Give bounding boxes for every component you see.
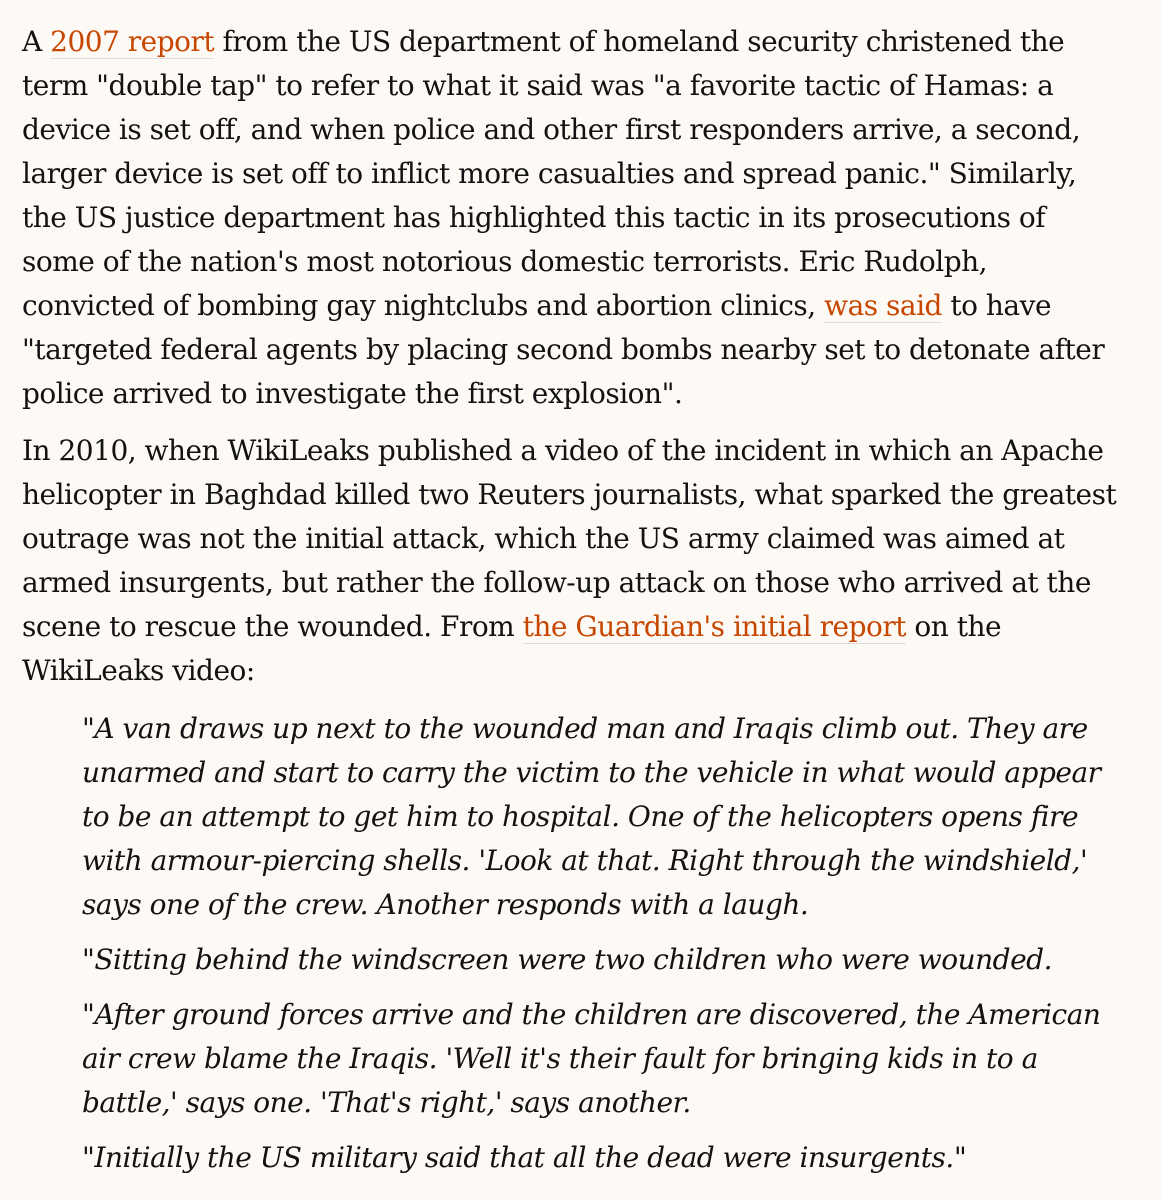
paragraph-text: on the WikiLeaks video: bbox=[22, 610, 1002, 687]
paragraph-text: A bbox=[22, 25, 51, 58]
paragraph-double-tap bbox=[22, 20, 1122, 416]
quote-paragraph-insurgents: "Initially the US military said that all the dead were insurgents." bbox=[82, 1141, 967, 1174]
link-was-said[interactable]: was said bbox=[824, 289, 942, 322]
blockquote bbox=[82, 707, 1122, 1180]
paragraph-text: In 2010, when WikiLeaks published a video of the incident in which an Apache helicopter in Baghdad killed two Reuters journalists, what sparked the greatest outrage was not the initial attack, which the US army claimed was aimed at armed insurgents, but rather the follow-up attack on those who arrived at the scene to rescue the wounded. From bbox=[22, 434, 1117, 643]
link-2007-report[interactable]: 2007 report bbox=[50, 25, 215, 58]
link-guardian-initial-report[interactable]: the Guardian's initial report bbox=[522, 610, 907, 643]
paragraph-wikileaks bbox=[22, 429, 1122, 693]
quote-paragraph-blame: "After ground forces arrive and the children are discovered, the American air crew blame the Iraqis. 'Well it's their fault for bringing kids in to a battle,' says one. 'That's right,' says another. bbox=[82, 998, 1101, 1119]
paragraph-text: to have "targeted federal agents by placing second bombs nearby set to detonate after police arrived to investigate the first explosion". bbox=[22, 289, 1105, 410]
quote-paragraph-van: "A van draws up next to the wounded man and Iraqis climb out. They are unarmed and start to carry the victim to the vehicle in what would appear to be an attempt to get him to hospital. One of the helicopters opens fire with armour-piercing shells. 'Look at that. Right through the windshield,' says one of the crew. Another responds with a laugh. bbox=[82, 712, 1101, 921]
quote-paragraph-children: "Sitting behind the windscreen were two children who were wounded. bbox=[82, 943, 1052, 976]
paragraph-text: from the US department of homeland security christened the term "double tap" to refer to what it said was "a favorite tactic of Hamas: a device is set off, and when police and other first responders arrive, a second, larger device is set off to inflict more casualties and spread panic." Similarly, the US justice department has highlighted this tactic in its prosecutions of some of the nation's most notorious domestic terrorists. Eric Rudolph, convicted of bombing gay nightclubs and abortion clinics, bbox=[22, 25, 1081, 322]
